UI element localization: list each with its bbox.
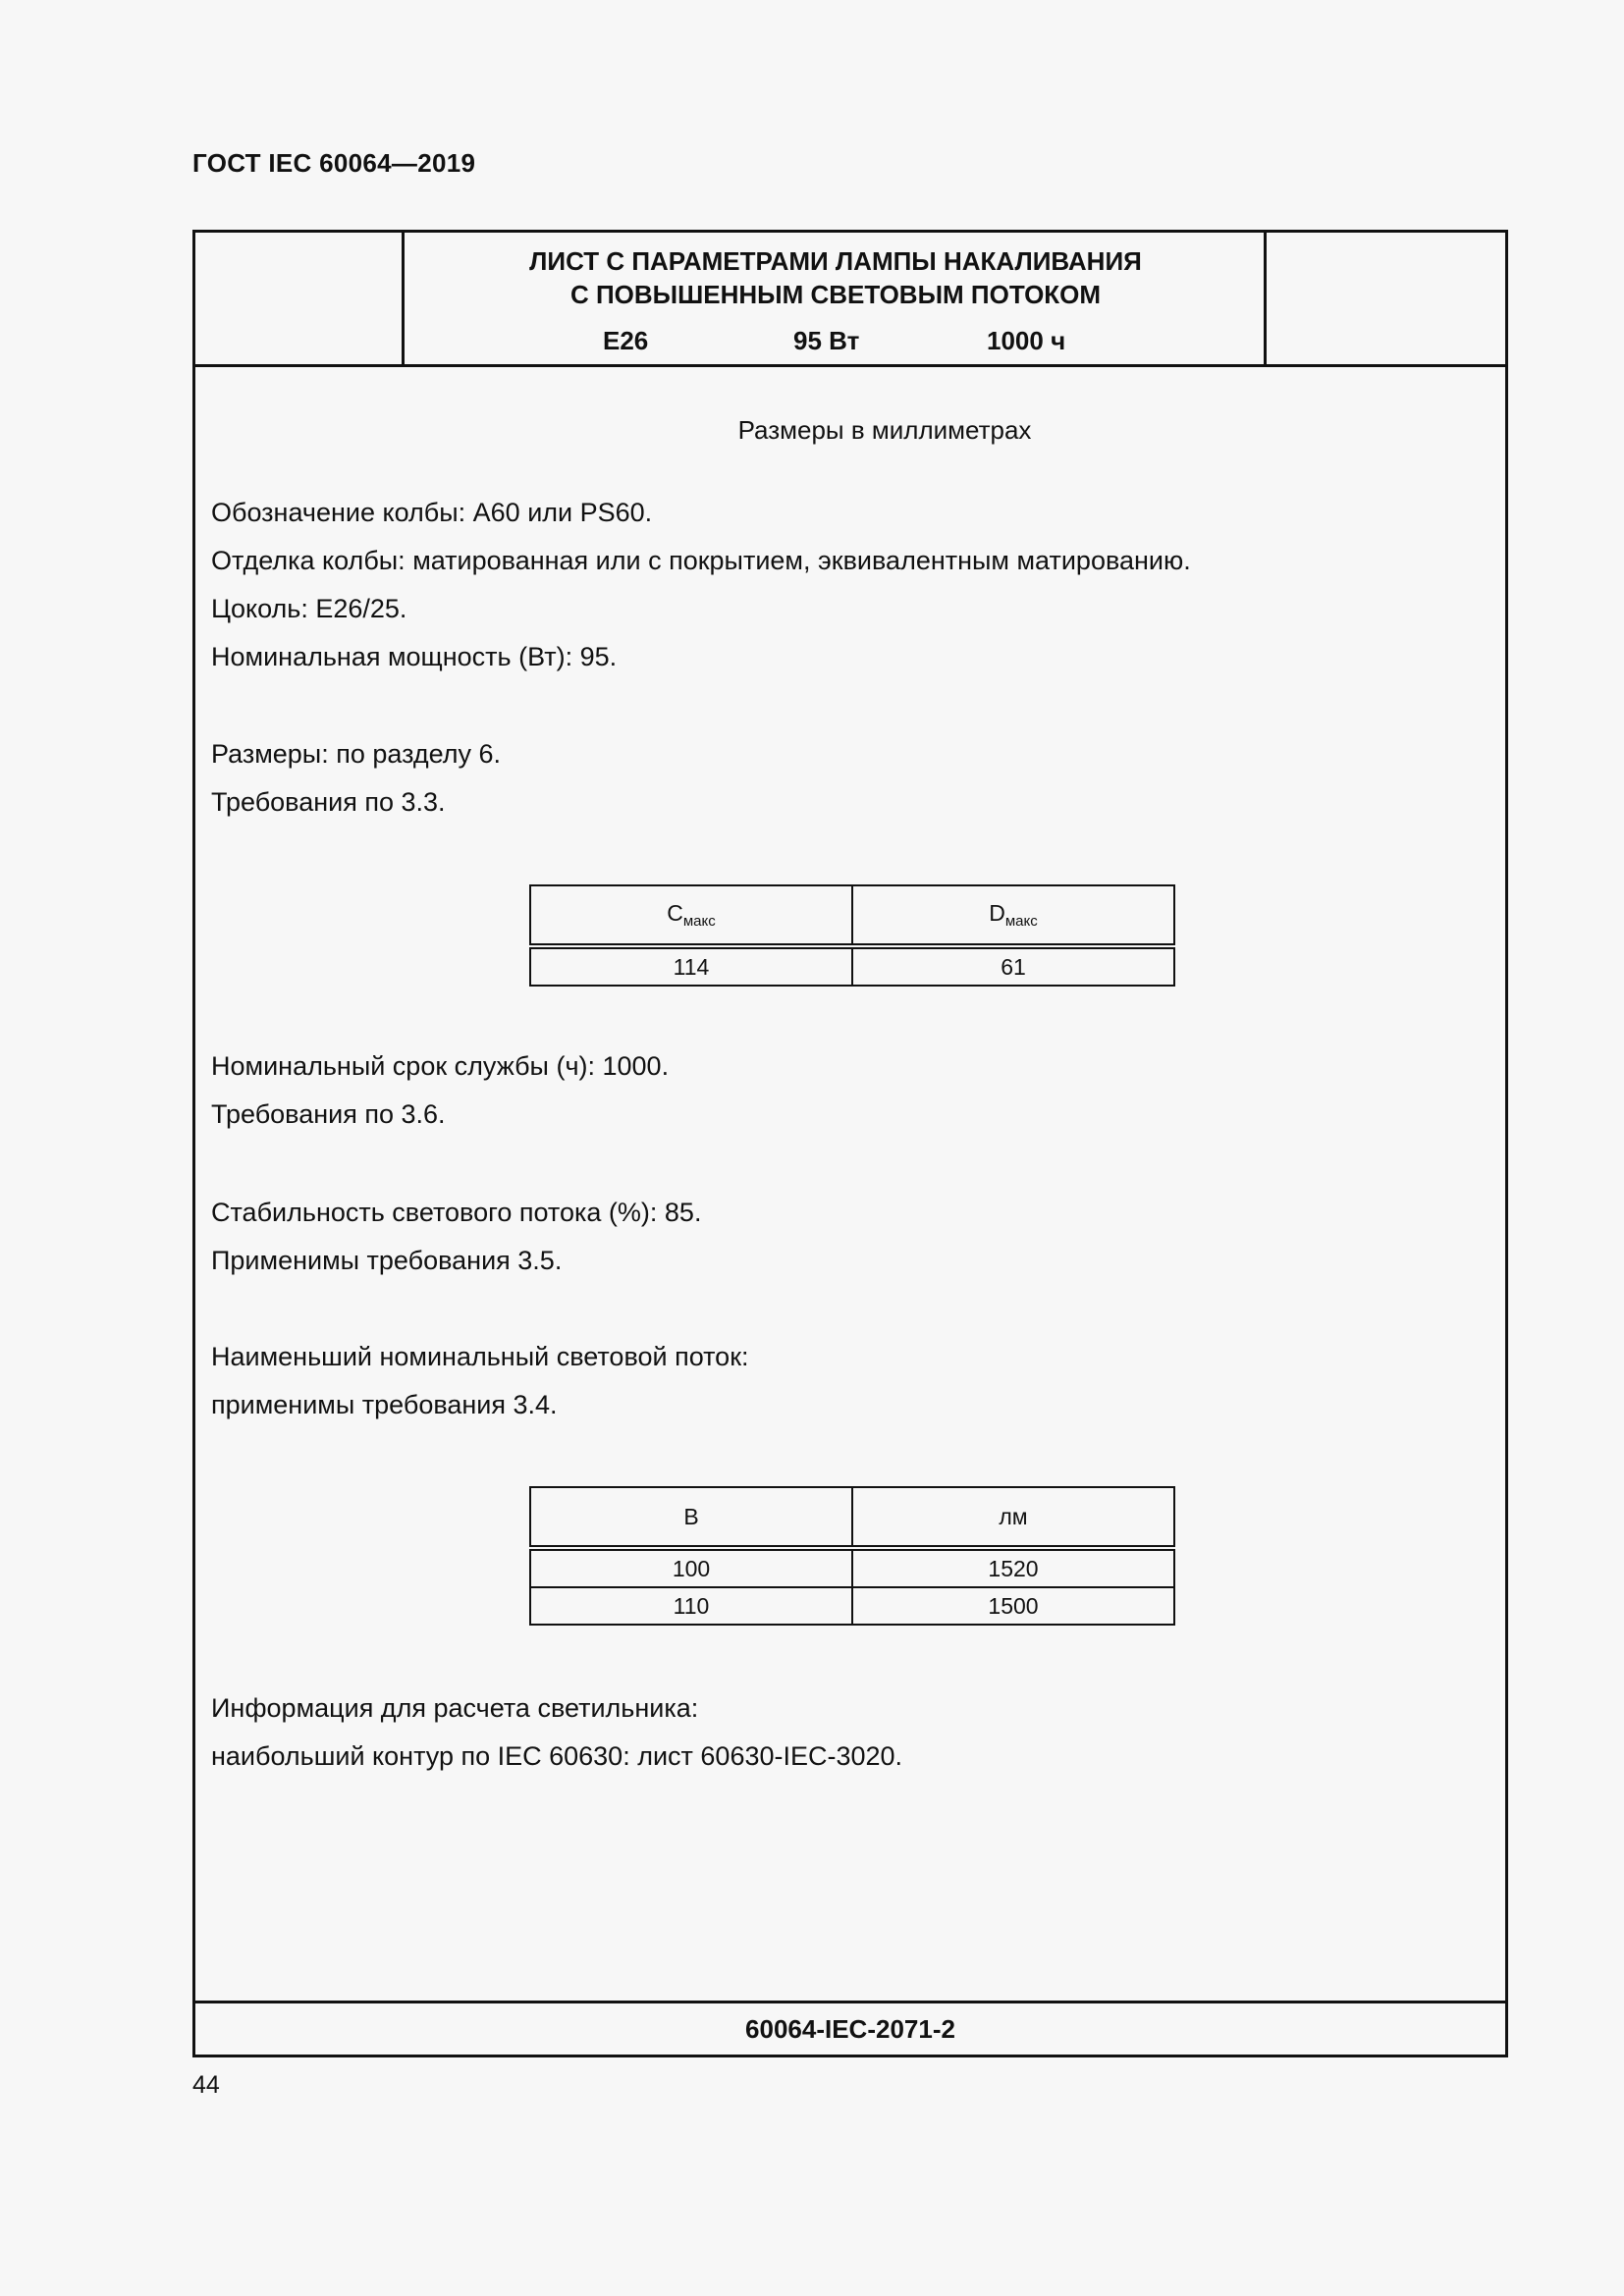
dims-line: Размеры: по разделу 6.: [211, 739, 502, 769]
title-line-1: ЛИСТ С ПАРАМЕТРАМИ ЛАМПЫ НАКАЛИВАНИЯ: [529, 246, 1142, 276]
dims-line: Требования по 3.3.: [211, 787, 446, 817]
life-line: Номинальный срок службы (ч): 1000.: [211, 1051, 670, 1081]
flux-table: [529, 1486, 1175, 1626]
title-line-2: С ПОВЫШЕННЫМ СВЕТОВЫМ ПОТОКОМ: [569, 280, 1102, 309]
flux-stability-line: Стабильность светового потока (%): 85.: [211, 1198, 702, 1227]
table-cell: 114: [530, 946, 852, 986]
table-row: [530, 1587, 1174, 1625]
table-row: [530, 1548, 1174, 1587]
table-header-cell: В: [530, 1487, 852, 1548]
header-right-cell: [1264, 233, 1505, 364]
spec-line: Номинальная мощность (Вт): 95.: [211, 642, 618, 671]
luminaire-line: Информация для расчета светильника:: [211, 1693, 699, 1723]
data-sheet-frame: [192, 230, 1508, 2057]
luminaire-line: наибольший контур по IEC 60630: лист 60630-IEC-3020.: [211, 1741, 903, 1771]
min-flux-line: Наименьший номинальный световой поток:: [211, 1342, 749, 1371]
table-header-cell: $C_{макс}$: [530, 885, 852, 946]
header-left-cell: [195, 233, 405, 364]
life-line: Требования по 3.6.: [211, 1099, 446, 1129]
units-note: Размеры в миллиметрах: [737, 415, 1032, 445]
power-param: 95 Вт: [793, 326, 860, 355]
table-header-cell: лм: [852, 1487, 1174, 1548]
cap-param: E26: [603, 326, 649, 355]
table-cell: 61: [852, 946, 1174, 986]
flux-stability-line: Применимы требования 3.5.: [211, 1246, 563, 1275]
page-number: 44: [192, 2071, 220, 2099]
table-cell: 1500: [852, 1587, 1174, 1625]
spec-line: Обозначение колбы: A60 или PS60.: [211, 498, 653, 527]
min-flux-line: применимы требования 3.4.: [211, 1390, 558, 1419]
table-header-cell: $D_{макс}$: [852, 885, 1174, 946]
spec-line: Цоколь: E26/25.: [211, 594, 407, 623]
spec-line: Отделка колбы: матированная или с покрытием, эквивалентным матированию.: [211, 546, 1191, 575]
table-cell: 110: [530, 1587, 852, 1625]
document-code: ГОСТ IEC 60064—2019: [192, 148, 476, 178]
table-cell: 100: [530, 1548, 852, 1587]
table-cell: 1520: [852, 1548, 1174, 1587]
dimension-table: [529, 884, 1175, 987]
sheet-number: 60064-IEC-2071-2: [195, 2001, 1505, 2055]
sheet-title: [405, 244, 1267, 311]
sheet-header: [195, 233, 1505, 367]
life-param: 1000 ч: [987, 326, 1066, 355]
table-row: [530, 946, 1174, 986]
